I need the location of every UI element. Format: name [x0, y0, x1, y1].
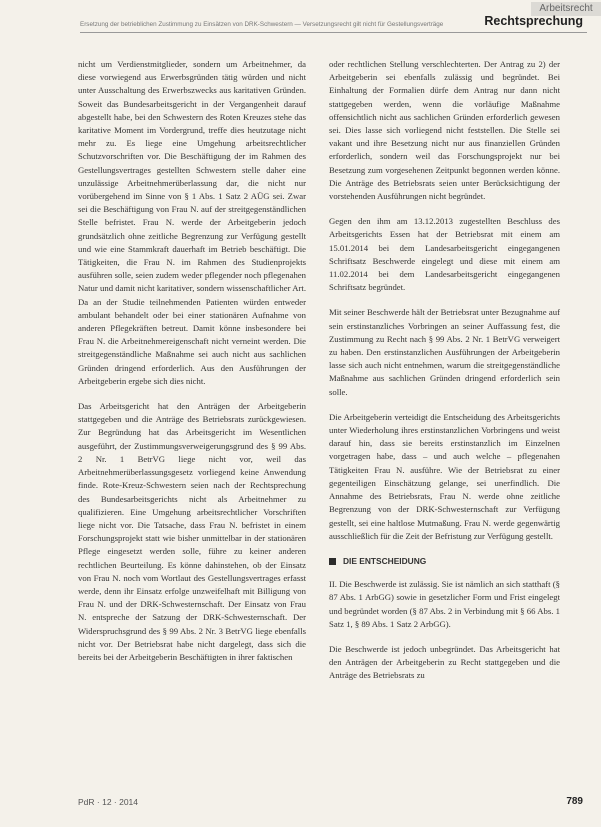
paragraph: Mit seiner Beschwerde hält der Betriebsrat unter Bezugnahme auf sein erstinstanzliches Vorbringen an seiner Auffassung fest, die Zustimmung zu Recht nach § 99 Abs. 2 Nr. 1 BetrVG verweigert zu haben. Den erstinstanzlichen Ausführungen der Arbeitgeberin lasse sich auch nicht entnehmen, warum die streitgegenständliche Maßnahme aus sachlichen Gründen dringend erforderlich sein solle.: [329, 307, 560, 397]
paragraph: II. Die Beschwerde ist zulässig. Sie ist nämlich an sich statthaft (§ 87 Abs. 1 ArbGG) sowie in gesetzlicher Form und Frist eingelegt und begründet worden (§ 87 Abs. 2 in Verbindung mit § 66 Abs. 1 Satz 1, § 89 Abs. 1 Satz 2 ArbGG).: [329, 579, 560, 629]
paragraph: Die Beschwerde ist jedoch unbegründet. Das Arbeitsgericht hat den Anträgen der Arbeitgeberin zu Recht stattgegeben und die Anträge des Betriebsrats zu: [329, 643, 560, 681]
header-rule: [80, 32, 587, 33]
paragraph: Die Arbeitgeberin verteidigt die Entscheidung des Arbeitsgerichts unter Wiederholung ihres erstinstanzlichen Vorbringens und weist darauf hin, dass sie bereits erstinstanzlich im Einzelnen vorgetragen habe, dass – und auch welche – pflegenahen Tätigkeiten Frau N. ausführe. Wie der Betriebsrat zu einer gegenteiligen Einschätzung gelange, sei unerfindlich. Die Annahme des Betriebsrats, Frau N. werde ohne zeitliche Begrenzung von der DRK-Schwesternschaft zur Verfügung gestellt, sei eine haltlose Mutmaßung. Frau N. werde gegenwärtig ausschließlich für die Zeit der Befristung zur Verfügung gestellt.: [329, 411, 560, 541]
section-title: Rechtsprechung: [484, 14, 583, 28]
left-column: [78, 58, 306, 671]
paragraph: Gegen den ihm am 13.12.2013 zugestellten Beschluss des Arbeitsgerichts Essen hat der Betriebsrat mit einem am 15.01.2014 bei dem Landesarbeitsgericht eingegangenen Schriftsatz Beschwerde eingelegt und diese mit einem am 11.02.2014 bei dem Landesarbeitsgericht eingegangenen Schriftsatz begründet.: [329, 216, 560, 293]
paragraph: nicht um Verdienstmitglieder, sondern um Arbeitnehmer, da diese vorwiegend aus Erwerbsgründen tätig würden und nicht unter Ausschaltung des Erwerbszwecks aus karitativen Gründen. Soweit das Bundesarbeitsgericht in der Vergangenheit darauf abgestellt habe, bei den Schwestern des Roten Kreuzes stehe das karitative Moment im Vordergrund, treffe dies heutzutage nicht mehr zu. Es liege eine Umgehung arbeitsrechtlicher Schutzvorschriften vor. Die Beschäftigung der im Rahmen des Gestellungsvertrages gestellten Schwestern stelle daher eine unzulässige Arbeitnehmerüberlassung dar, die nicht nur vorübergehend im Sinne von § 1 Abs. 1 Satz 2 AÜG sei. Zwar sei die Beschäftigung von Frau N. auf der streitgegenständlichen Stelle befristet. Frau N. werde der Arbeitgeberin jedoch grundsätzlich ohne zeitliche Begrenzung zur Verfügung gestellt und wie eine Stammkraft dauerhaft im Betrieb beschäftigt. Die Tätigkeiten, die Frau N. im Rahmen des Studienprojekts ausführen solle, seien zudem weder pflegender noch pflegenahen Natur und damit nicht karitativer, sondern wissenschaftlicher Art. Da an der Studie teilnehmenden Patienten würden entweder ambulant behandelt oder bei einer stationären Aufnahme von anderen Pflegekräften betreut. Damit könne insbesondere bei Frau N. die Arbeitnehmereigenschaft nicht verneint werden. Die streitgegenständliche Maßnahme sei auch nicht aus sachlichen Gründen dringend erforderlich. Aus den Ausführungen der Arbeitgeberin ergebe sich dies nicht.: [78, 59, 306, 386]
journal-citation: PdR · 12 · 2014: [78, 797, 139, 807]
section-heading-label: DIE ENTSCHEIDUNG: [343, 555, 427, 566]
page-footer: [78, 797, 583, 809]
page-header: [0, 0, 601, 56]
running-head: Ersetzung der betrieblichen Zustimmung zu Einsätzen von DRK-Schwestern — Versetzungsrecht gilt nicht für Gestellungsverträge: [80, 21, 444, 28]
right-column: [329, 58, 560, 690]
square-bullet-icon: [329, 558, 336, 565]
page-number: 789: [566, 796, 583, 807]
paragraph: Das Arbeitsgericht hat den Anträgen der Arbeitgeberin stattgegeben und die Anträge des Betriebsrats zurückgewiesen. Zur Begründung hat das Arbeitsgericht im Wesentlichen ausgeführt, der Zustimmungsverweigerungsgrund des § 99 Abs. 2 Nr. 1 BetrVG liege nicht vor, weil das Arbeitnehmerüberlassungsgesetz vorliegend keine Anwendung finde. Rote-Kreuz-Schwestern seien nach der Rechtsprechung des Bundesarbeitsgerichts nicht als Arbeitnehmer zu qualifizieren. Eine Umgehung arbeitsrechtlicher Vorschriften liege nicht vor. Die Tatsache, dass Frau N. befristet in einem Forschungsprojekt statt wie bisher unmittelbar in der stationären Pflege eingesetzt werden solle, führe zu keiner anderen rechtlichen Beurteilung. Es könne dahinstehen, ob der Einsatz von Frau N. noch vom Wortlaut des Gestellungsvertrages erfasst werde, denn ihr Einsatz erfolge unzweifelhaft mit Billigung von Frau N. und der DRK-Schwesternschaft. Der Einsatz von Frau N. entspreche der Satzung der DRK-Schwesternschaft. Der Widerspruchsgrund des § 99 Abs. 2 Nr. 3 BetrVG liege ebenfalls nicht vor. Der Betriebsrat habe nicht dargelegt, dass sich die bereits bei der Arbeitgeberin Beschäftigten in ihrer faktischen: [78, 401, 306, 662]
category-tab: Arbeitsrecht: [531, 2, 601, 16]
paragraph: oder rechtlichen Stellung verschlechterten. Der Antrag zu 2) der Arbeitgeberin sei ebenfalls zulässig und begründet. Bei Einhaltung der Formalien dürfe dem Antrag nur dann nicht stattgegeben werden, wenn die vorläufige Maßnahme offensichtlich nicht aus sachlichen Gründen erforderlich gewesen sei. Dies lasse sich vorliegend nicht feststellen. Die Stelle sei vakant und ihre Besetzung nicht nur aus finanziellen Gründen erforderlich, sondern weil das Forschungsprojekt nur bei Besetzung zum vorgesehenen Zeitpunkt begonnen werden könne. Die Anträge des Betriebsrats seien unter Berücksichtigung der vorstehenden Ausführungen nicht begründet.: [329, 59, 560, 202]
section-heading: [329, 555, 560, 568]
